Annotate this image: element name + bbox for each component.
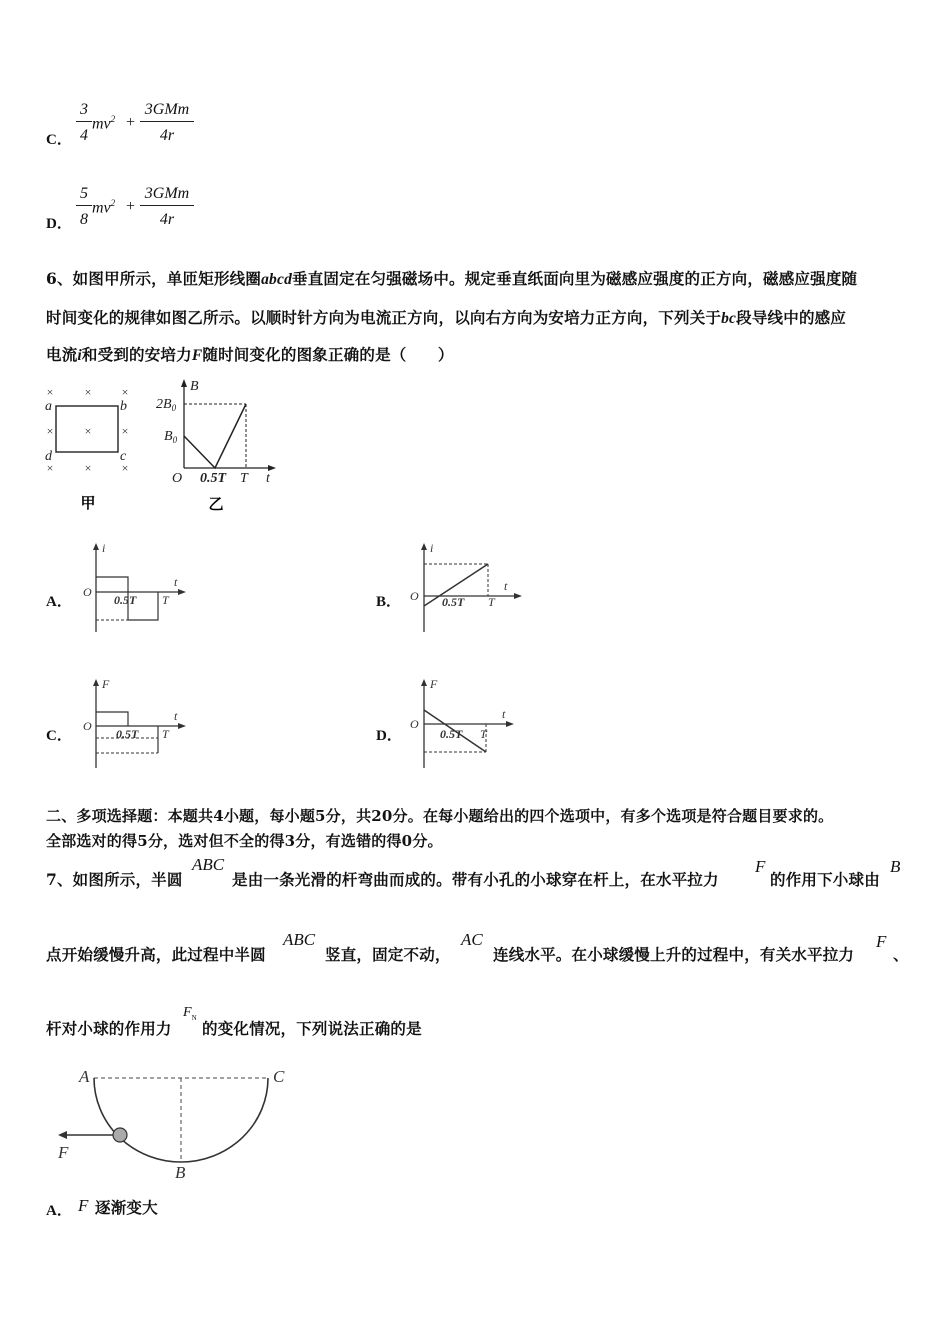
origin: O [83, 585, 92, 599]
plus: + [126, 198, 136, 215]
tick-t: T [480, 727, 487, 741]
q6-option-b-label: B． [376, 594, 402, 610]
label-c: c [120, 449, 127, 464]
cross-mark: × [84, 424, 92, 438]
tick-half: 0.5T [200, 471, 227, 486]
tick-t: T [162, 727, 169, 741]
q6-option-b-graph[interactable] [406, 540, 526, 635]
axis-label-i: i [102, 541, 106, 555]
origin: O [410, 589, 419, 603]
axis-label-f: F [102, 677, 110, 691]
tick-t: T [488, 595, 495, 609]
figure-jia-coil [40, 380, 150, 515]
cross-mark: × [121, 385, 129, 399]
cross-mark: × [46, 461, 54, 475]
q7-semicircle-figure [50, 1062, 300, 1187]
cross-mark: × [121, 424, 129, 438]
q7-line3a: 杆对小球的作用力 [46, 1019, 172, 1038]
q6-option-d-label: D． [376, 728, 402, 744]
q6-option-a-label: A． [46, 594, 72, 610]
q6-option-d-graph[interactable] [406, 676, 518, 771]
b-curve [184, 404, 246, 468]
frac-line [140, 205, 194, 206]
q6-option-a-graph[interactable] [78, 540, 190, 635]
cross-mark: × [46, 385, 54, 399]
q7-abc: ABC [192, 855, 225, 874]
q7-line3b: 的变化情况，下列说法正确的是 [202, 1019, 422, 1038]
q7-line2b: 竖直，固定不动， [325, 945, 451, 964]
force-f: F [58, 1143, 69, 1162]
tick-b0: $B_0$ [164, 429, 178, 445]
caption-jia: 甲 [80, 496, 96, 512]
q6-option-c-graph[interactable] [78, 676, 190, 771]
tick-half: 0.5T [114, 593, 137, 607]
q7-abc-2: ABC [283, 930, 316, 949]
q6-line3: 电流i和受到的安培力F随时间变化的图象正确的是（ ） [46, 345, 454, 364]
label-b: b [120, 399, 127, 414]
point-b: B [175, 1163, 186, 1182]
q7-line1: 7、如图所示，半圆 [46, 870, 183, 889]
q7-f-2: F [876, 932, 887, 951]
q7-f: F [755, 857, 766, 876]
cross-mark: × [46, 424, 54, 438]
q7-line1b: 是由一条光滑的杆弯曲而成的。带有小孔的小球穿在杆上，在水平拉力 [232, 870, 719, 889]
q6-line2: 时间变化的规律如图乙所示。以顺时针方向为电流正方向，以向右方向为安培力正方向，下列关于bc段导线中的感应 [46, 308, 847, 327]
caption-yi: 乙 [208, 497, 224, 513]
cross-mark: × [121, 461, 129, 475]
frac-den: 4r [159, 211, 175, 228]
term-mv: $mv^2$ [92, 198, 116, 217]
origin: O [83, 719, 92, 733]
point-c: C [273, 1067, 285, 1086]
q7-line2c: 连线水平。在小球缓慢上升的过程中，有关水平拉力 [493, 945, 855, 964]
tick-2b0: $2B_0$ [156, 397, 177, 413]
q7-line2d: 、 [893, 945, 909, 964]
option-d-label: D． [46, 216, 72, 232]
cross-mark: × [84, 461, 92, 475]
axis-label-f: F [430, 677, 438, 691]
tick-t: T [240, 471, 248, 486]
point-a: A [79, 1067, 90, 1086]
option-c-label: C． [46, 132, 72, 148]
q7-option-a-label: A． [46, 1203, 72, 1219]
q7-line2a: 点开始缓慢升高，此过程中半圆 [46, 945, 266, 964]
q7-option-a-var: F [78, 1196, 89, 1215]
frac-den: 4r [159, 127, 175, 144]
label-a: a [45, 399, 52, 414]
origin: O [410, 717, 419, 731]
frac-den: 8 [80, 211, 88, 228]
q7-option-a-text: 逐渐变大 [95, 1198, 158, 1217]
axis-label-t: t [502, 707, 506, 721]
label-d: d [45, 449, 52, 464]
frac-num: 3 [80, 101, 88, 118]
axis-label-i: i [430, 541, 434, 555]
section2-line1: 二、多项选择题：本题共4小题，每小题5分，共20分。在每小题给出的四个选项中，有多个选项是符合题目要求的。 [46, 807, 834, 825]
axis-label-t: t [174, 575, 178, 589]
tick-half: 0.5T [440, 727, 463, 741]
frac-line [76, 121, 92, 122]
frac-num: 3GMm [144, 101, 190, 118]
axis-label-b: B [190, 379, 199, 394]
q7-b: B [890, 857, 901, 876]
plus: + [126, 114, 136, 131]
origin: O [172, 471, 183, 486]
axis-label-t: t [174, 709, 178, 723]
q7-line1c: 的作用下小球由 [770, 870, 880, 889]
frac-line [76, 205, 92, 206]
ball [113, 1128, 127, 1142]
q7-fn: $F_N$ [183, 1005, 197, 1022]
tick-half: 0.5T [116, 727, 139, 741]
q6-option-c-label: C． [46, 728, 72, 744]
frac-den: 4 [80, 127, 88, 144]
tick-t: T [162, 593, 169, 607]
axis-label-t: t [266, 471, 270, 486]
q7-ac: AC [461, 930, 483, 949]
frac-num: 5 [80, 185, 88, 202]
term-mv: $mv^2$ [92, 114, 116, 133]
tick-half: 0.5T [442, 595, 465, 609]
frac-line [140, 121, 194, 122]
axis-label-t: t [504, 579, 508, 593]
figure-yi-graph [150, 376, 285, 516]
section2-line2: 全部选对的得5分，选对但不全的得3分，有选错的得0分。 [46, 832, 443, 850]
q6-line1: 6、如图甲所示，单匝矩形线圈abcd垂直固定在匀强磁场中。规定垂直纸面向里为磁感应强度的正方向，磁感应强度随 [46, 269, 858, 288]
cross-mark: × [84, 385, 92, 399]
frac-num: 3GMm [144, 185, 190, 202]
